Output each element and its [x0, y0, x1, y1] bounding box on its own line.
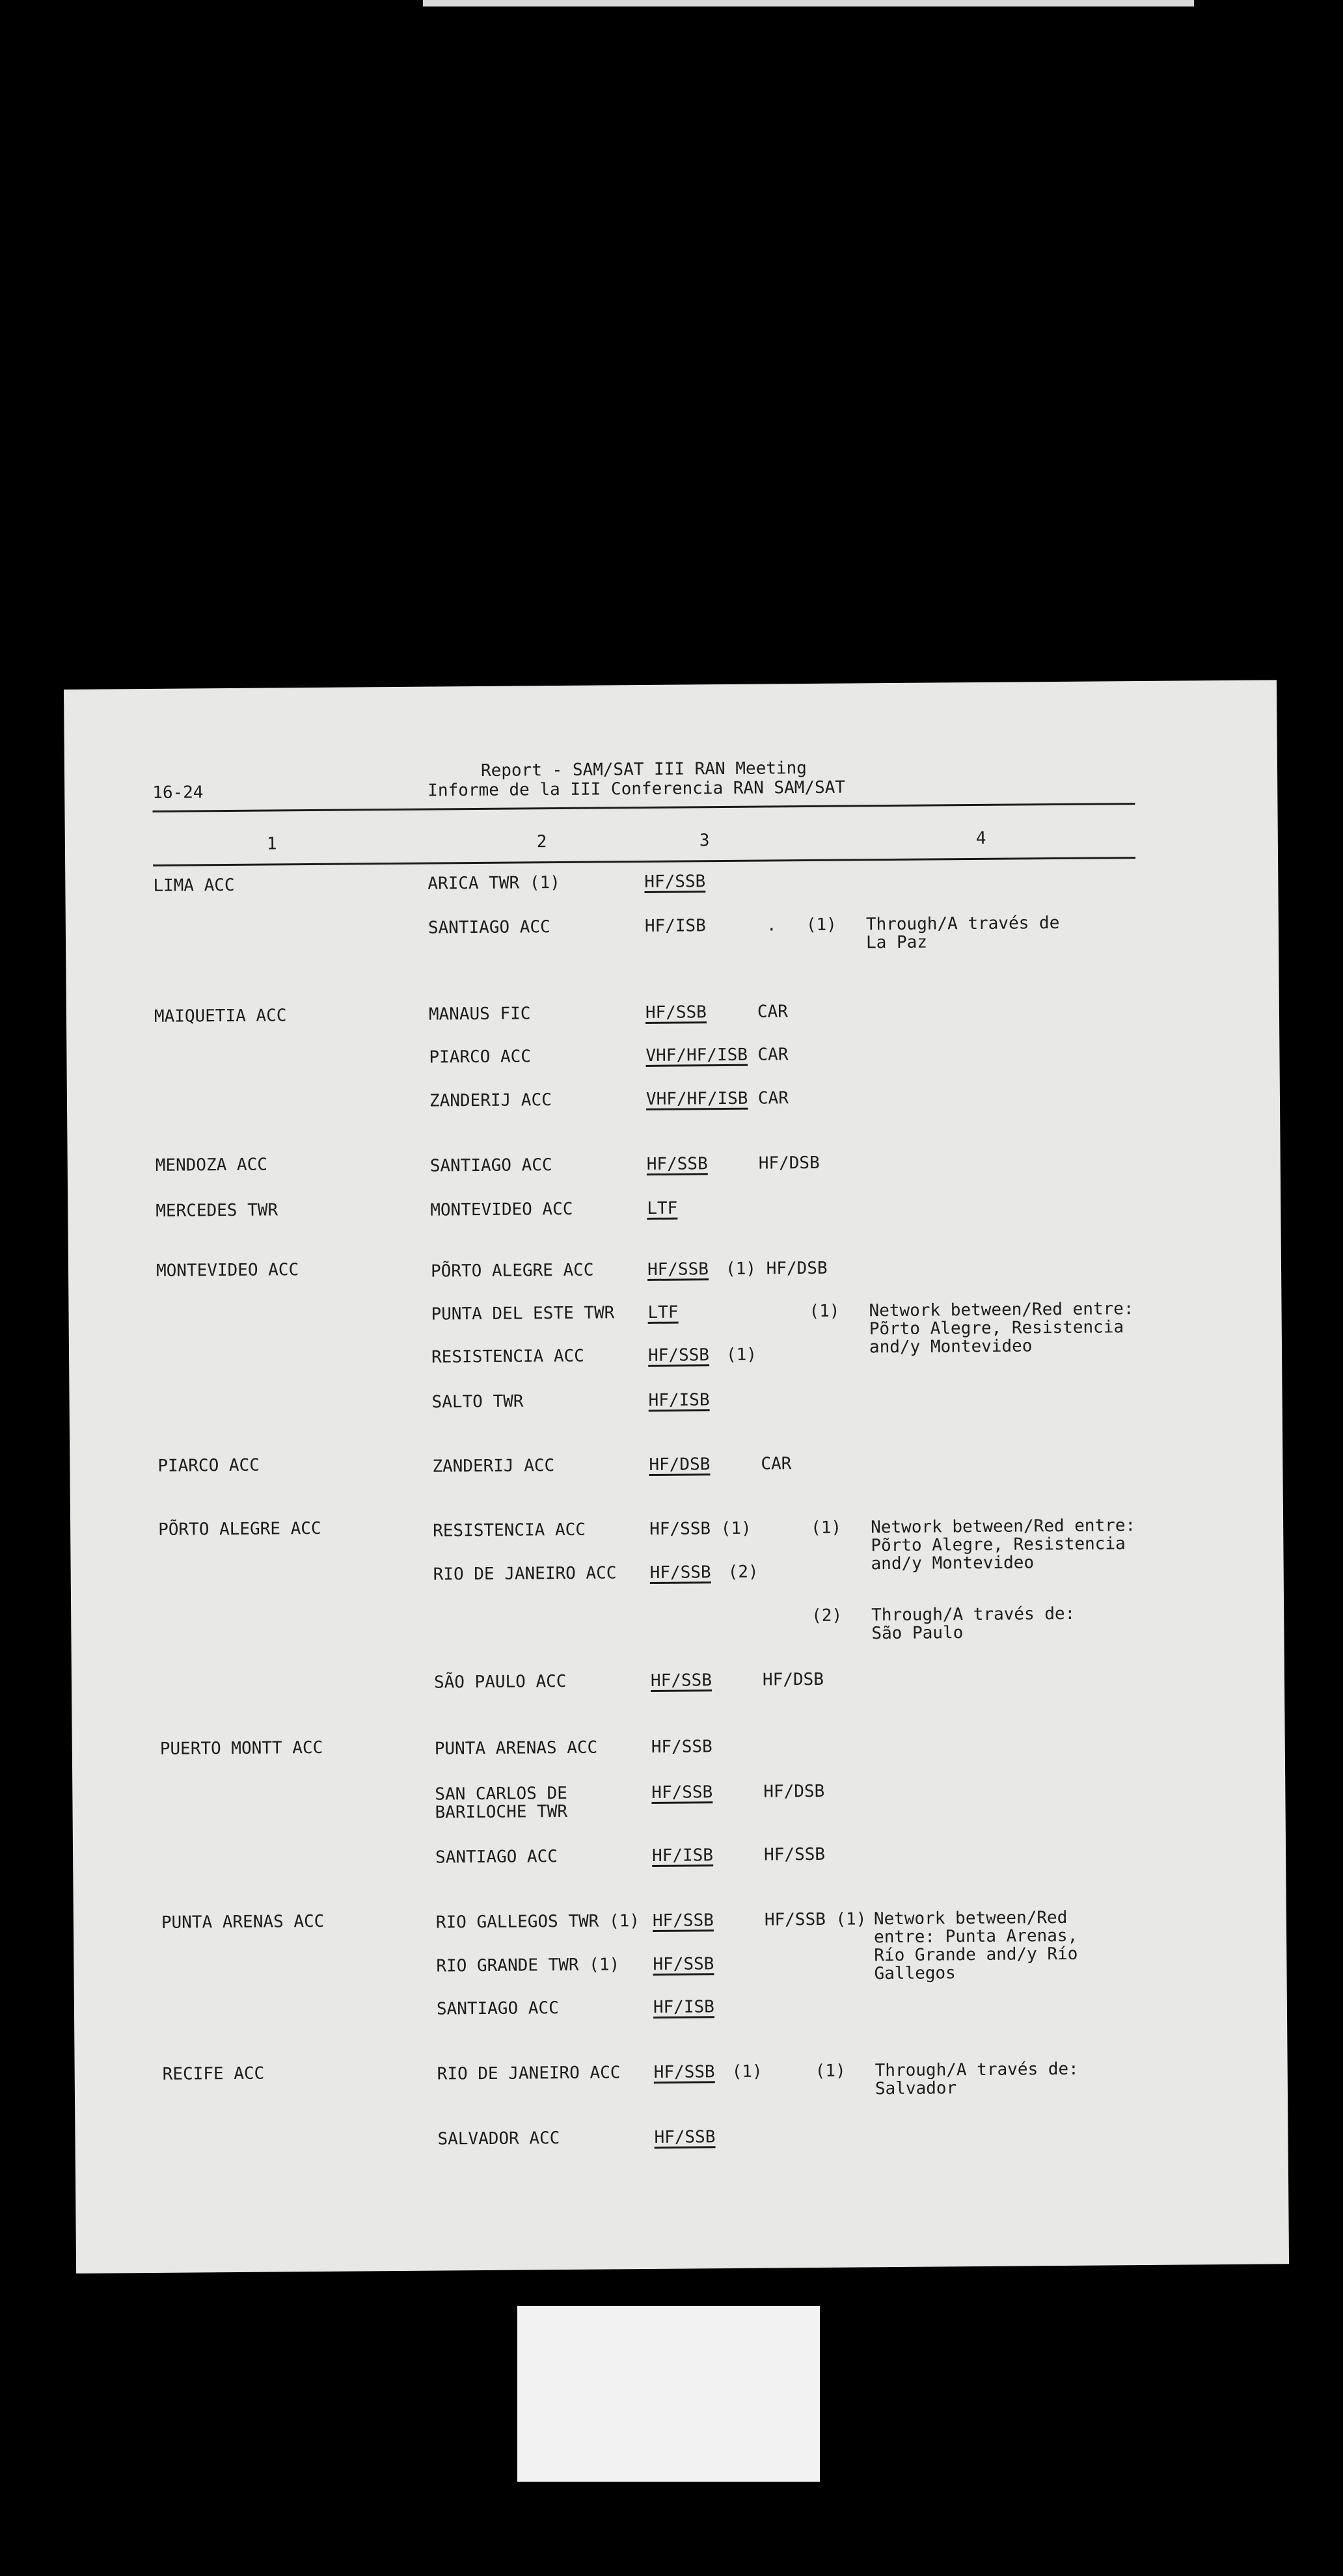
table-cell-t46: PÕRTO ALEGRE ACC [158, 1518, 321, 1540]
table-cell-t91: SALVADOR ACC [437, 2128, 560, 2149]
table-cell-t84: RECIFE ACC [162, 2063, 265, 2084]
table-cell-t80: RIO GRANDE TWR (1) [436, 1955, 620, 1976]
table-cell-t59: SÃO PAULO ACC [433, 1671, 567, 1693]
table-cell-t29: HF/SSB [647, 1259, 709, 1280]
table-cell-t78: Río Grande and/y Río [874, 1944, 1078, 1966]
table-cell-t44: HF/DSB [649, 1455, 711, 1475]
table-cell-t19: CAR [757, 1088, 789, 1108]
table-cell-t88: (1) [815, 2061, 846, 2081]
table-cell-t70: HF/ISB [651, 1845, 714, 1866]
table-cell-t6: . [766, 915, 777, 935]
table-cell-t87: (1) [731, 2061, 763, 2082]
table-cell-t21: SANTIAGO ACC [429, 1155, 552, 1176]
table-cell-t48: HF/SSB (1) [649, 1518, 752, 1539]
table-cell-t74: HF/SSB [652, 1911, 714, 1931]
table-cell-t16: CAR [757, 1045, 789, 1065]
column-header-2: 2 [536, 832, 547, 852]
table-cell-t63: PUNTA ARENAS ACC [434, 1737, 598, 1759]
table-cell-t66: BARILOCHE TWR [435, 1801, 568, 1823]
table-cell-t47: RESISTENCIA ACC [433, 1520, 586, 1541]
column-header-1: 1 [266, 834, 277, 854]
table-cell-t14: PIARCO ACC [429, 1047, 532, 1067]
table-cell-t23: HF/DSB [758, 1153, 820, 1174]
table-cell-t75: HF/SSB (1) [764, 1909, 867, 1930]
header-rule [152, 803, 1135, 812]
table-cell-t11: MANAUS FIC [428, 1004, 531, 1025]
table-cell-t39: (1) [726, 1345, 757, 1365]
table-cell-t20: MENDOZA ACC [155, 1155, 268, 1175]
page-number: 16-24 [152, 783, 204, 803]
table-cell-t64: HF/SSB [651, 1737, 712, 1757]
table-cell-t35: Põrto Alegre, Resistencia [869, 1317, 1124, 1339]
table-cell-t42: PIARCO ACC [157, 1455, 260, 1476]
table-cell-t73: RIO GALLEGOS TWR (1) [435, 1911, 640, 1933]
header-title-line1: Report - SAM/SAT III RAN Meeting [480, 758, 807, 781]
table-cell-t22: HF/SSB [646, 1154, 708, 1174]
table-cell-t40: SALTO TWR [431, 1391, 524, 1412]
table-cell-t51: Põrto Alegre, Resistencia [871, 1534, 1126, 1556]
table-cell-t72: PUNTA ARENAS ACC [161, 1911, 325, 1933]
table-cell-t18: VHF/HF/ISB [645, 1088, 748, 1109]
table-cell-t10: MAIQUETIA ACC [154, 1006, 287, 1026]
table-cell-t30: (1) HF/DSB [725, 1258, 828, 1280]
table-cell-t56: (2) [811, 1605, 843, 1626]
table-cell-t13: CAR [757, 1002, 789, 1022]
table-cell-t58: São Paulo [871, 1623, 964, 1644]
table-cell-t62: PUERTO MONTT ACC [159, 1737, 323, 1759]
table-cell-t69: SANTIAGO ACC [435, 1847, 558, 1868]
table-cell-t52: and/y Montevideo [871, 1553, 1035, 1574]
table-cell-t45: CAR [761, 1454, 792, 1474]
table-cell-t53: RIO DE JANEIRO ACC [433, 1563, 617, 1585]
table-cell-t4: SANTIAGO ACC [427, 917, 550, 938]
table-cell-t27: MONTEVIDEO ACC [156, 1260, 299, 1281]
blank-card [517, 2306, 820, 2482]
table-cell-t1: LIMA ACC [153, 875, 235, 896]
table-cell-t38: HF/SSB [647, 1345, 710, 1365]
table-cell-t25: MONTEVIDEO ACC [430, 1199, 573, 1220]
top-edge-strip [423, 0, 1194, 7]
table-cell-t61: HF/DSB [762, 1669, 824, 1690]
table-cell-t15: VHF/HF/ISB [645, 1045, 748, 1066]
table-cell-t34: Network between/Red entre: [869, 1299, 1134, 1321]
table-cell-t3: HF/SSB [644, 872, 706, 892]
table-cell-t32: LTF [647, 1302, 679, 1322]
table-cell-t92: HF/SSB [654, 2127, 716, 2147]
table-cell-t5: HF/ISB [644, 916, 706, 936]
table-cell-t43: ZANDERIJ ACC [432, 1456, 555, 1477]
table-cell-t90: Salvador [875, 2078, 957, 2099]
column-header-3: 3 [699, 831, 710, 851]
table-cell-t24: MERCEDES TWR [156, 1200, 278, 1221]
table-cell-t65: SAN CARLOS DE [435, 1783, 567, 1805]
table-cell-t8: Through/A través de [865, 913, 1060, 935]
table-cell-t2: ARICA TWR (1) [427, 873, 560, 894]
table-cell-t77: entre: Punta Arenas, [873, 1925, 1078, 1948]
table-cell-t9: La Paz [865, 932, 928, 953]
column-header-rule [153, 857, 1135, 866]
table-cell-t81: HF/SSB [653, 1954, 714, 1974]
table-cell-t7: (1) [806, 915, 837, 935]
table-cell-t85: RIO DE JANEIRO ACC [437, 2063, 621, 2084]
document-page [64, 680, 1289, 2274]
table-cell-t60: HF/SSB [650, 1670, 712, 1691]
table-cell-t36: and/y Montevideo [869, 1336, 1033, 1358]
table-cell-t17: ZANDERIJ ACC [429, 1090, 552, 1111]
table-cell-t55: (2) [727, 1562, 759, 1583]
table-cell-t50: Network between/Red entre: [871, 1516, 1136, 1538]
table-cell-t71: HF/SSB [763, 1844, 826, 1865]
table-cell-t49: (1) [811, 1518, 842, 1538]
table-cell-t82: SANTIAGO ACC [436, 1998, 559, 2019]
table-cell-t12: HF/SSB [645, 1002, 707, 1023]
column-header-4: 4 [975, 828, 986, 848]
table-cell-t79: Gallegos [874, 1963, 956, 1984]
table-cell-t41: HF/ISB [648, 1390, 710, 1410]
table-cell-t33: (1) [809, 1301, 840, 1322]
table-cell-t57: Through/A través de: [871, 1603, 1076, 1626]
table-cell-t28: PÕRTO ALEGRE ACC [430, 1260, 594, 1281]
table-cell-t83: HF/ISB [653, 1997, 714, 2017]
table-cell-t31: PUNTA DEL ESTE TWR [431, 1303, 615, 1324]
table-cell-t26: LTF [647, 1198, 678, 1218]
table-cell-t89: Through/A través de: [875, 2059, 1079, 2081]
table-cell-t76: Network between/Red [873, 1907, 1068, 1929]
table-cell-t86: HF/SSB [653, 2062, 715, 2082]
table-cell-t68: HF/DSB [763, 1781, 825, 1802]
table-cell-t54: HF/SSB [649, 1563, 711, 1583]
table-cell-t37: RESISTENCIA ACC [431, 1346, 585, 1367]
table-cell-t67: HF/SSB [651, 1782, 713, 1803]
header-title-line2: Informe de la III Conferencia RAN SAM/SAT [427, 777, 846, 801]
